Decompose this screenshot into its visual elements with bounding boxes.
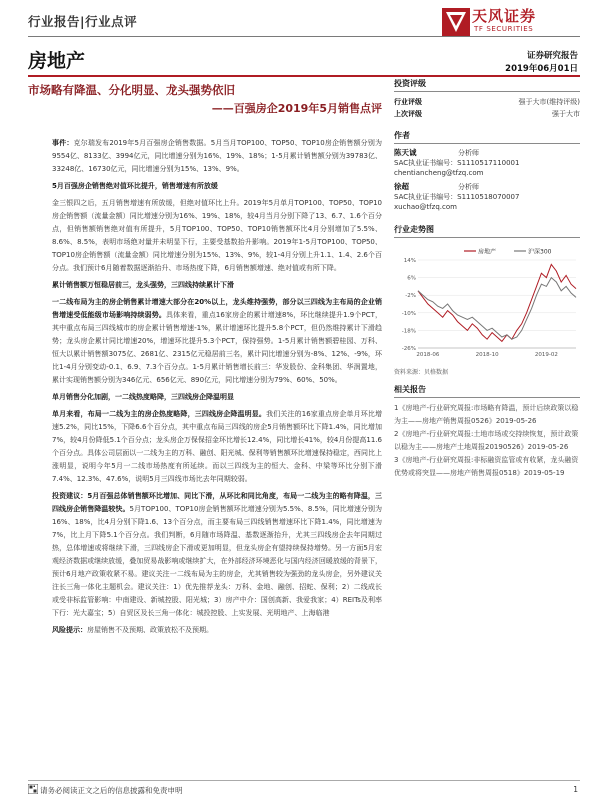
logo-text-en: TF SECURITIES	[474, 25, 534, 33]
page-number: 1	[573, 785, 578, 794]
related-heading: 相关报告	[394, 384, 580, 398]
report-body	[52, 137, 382, 641]
related-report-1[interactable]: 1《房地产-行业研究周报:市场略有降温，预计后续政策以稳为主——房地产销售周报0526》2019-05-26	[394, 404, 579, 425]
report-date: 2019年06月01日	[505, 64, 578, 74]
author-1-license: SAC执业证书编号：S1110517110001	[394, 159, 520, 167]
paragraph-2: 金三银四之后，五月销售增速有所放缓，但绝对值环比上升。2019年5月单月TOP100、TOP50、TOP10房企销售额（流量金额）同比增速分别为16%、19%、18%，较4月当月分别下降了13、6.7、1.6个百分点，但销售额销售绝对值有所提升，5月TOP100、TOP50、TOP10销售额环比4月分别增加了5.5%、8.6%、8.5%，表明市场绝对量并未明显下行，主要受基数抬升影响。2019年1-5月TOP100、TOP50、TOP10房企销售额（流量金额）同比增速分别为15%、13%、9%，较1-4月分别上升1.1、1.4、2.6个百分点。我们预计6月随着数据逐渐抬升、市场热度下降，6月销售额增速、绝对值或有所下降。	[52, 199, 382, 272]
report-category-label: 行业报告|行业点评	[28, 14, 138, 29]
y-tick-label-4: -18%	[401, 328, 416, 335]
rating-row	[394, 96, 580, 108]
risk-text: 房屋销售不及预期、政策放松不及预期。	[87, 626, 213, 634]
event-text: 克尔瑞发布2019年5月百强房企销售数据。5月当月TOP100、TOP50、TOP10房企销售额分别为9554亿、8133亿、3994亿元，同比增速分别为16%、19%、18%；1-5月累计销售额分别为39783亿、33248亿、16730亿元，同比增速分别为15%、13%、9%。	[52, 139, 383, 173]
prev-rating-key: 上次评级	[394, 110, 422, 118]
report-title: 市场略有降温、分化明显、龙头强势依旧	[28, 83, 235, 97]
footer-disclaimer: 请务必阅读正文之后的信息披露和免责申明	[40, 786, 183, 795]
event-paragraph	[52, 137, 382, 176]
header-divider	[28, 36, 580, 37]
y-tick-label-2: -2%	[405, 293, 416, 300]
paragraph-4-lead: 单月来看，布局一二线为主的房企热度略降，三四线房企降温明显。	[52, 410, 267, 418]
advice-label: 投资建议：	[52, 492, 88, 500]
author-2-license: SAC执业证书编号：S1110518070007	[394, 193, 520, 201]
advice-recommendations: 建议关注：1）优先推荐龙头：万科、金地、融创、招蛇、保利；2）二线成长或受非标监管影响：中南建设、新城控股、阳光城；3）房产中介：国创高新、我爱我家；4）REITs及利率下行：光大嘉宝；5）自贸区及长三角一体化：城投控股、上实发展、光明地产、上海临港	[52, 583, 383, 617]
y-tick-label-3: -10%	[401, 310, 416, 317]
legend-label-0: 房地产	[478, 248, 497, 256]
author-2	[394, 182, 580, 212]
section-heading-3: 单月销售分化加剧，一二线热度略降，三四线房企降温明显	[52, 393, 234, 401]
paragraph-3	[52, 296, 382, 387]
sidebar	[394, 78, 580, 242]
industry-trend-chart	[394, 244, 580, 364]
paragraph-4	[52, 408, 382, 486]
event-label: 事件：	[52, 139, 74, 147]
author-2-email[interactable]: xuchao@tfzq.com	[394, 203, 457, 211]
sector-title: 房地产	[28, 50, 86, 72]
author-2-name: 徐超	[394, 182, 409, 191]
y-tick-label-0: 14%	[403, 258, 416, 264]
x-tick-label-1: 2018-10	[475, 352, 499, 358]
qr-code-icon	[28, 784, 38, 794]
section-heading-1: 5月百强房企销售绝对值环比提升，销售增速有所放缓	[52, 182, 218, 190]
chart-heading: 行业走势图	[394, 224, 580, 238]
prev-rating-value: 强于大市	[552, 110, 580, 118]
logo-mark-icon	[442, 8, 470, 36]
series-line-1	[418, 278, 576, 340]
investment-advice	[52, 490, 382, 620]
y-tick-label-5: -26%	[401, 346, 416, 352]
author-1-role: 分析师	[458, 149, 479, 157]
rating-value: 强于大市(维持评级)	[518, 98, 580, 106]
footer-divider	[28, 780, 580, 781]
related-report-3[interactable]: 3《房地产-行业研究周报:非标融资监管或有收紧，龙头融资优势或将突显——房地产销售周报0518》2019-05-19	[394, 456, 579, 477]
title-divider	[28, 75, 580, 77]
paragraph-3-text: 具体来看，重点16家房企的累计增速8%，环比继续提升1.9个PCT，其中重点布局三四线城市的房企累计销售增速-1%，累计增速环比提升5.8个PCT，但仍然维持累计下滑趋势；龙头房企累计同比增速20%，增速环比提升5.3个PCT，保持强势。1-5月累计销售额碧桂园、万科、恒大以累计销售额3075亿、2681亿、2315亿元稳居前三名，累计同比增速分别为-8%、12%、-9%，环比1-4月分别变动-0.1、6.9、7.3个百分点。1-5月累计销售增长前三：华发股份、金科集团、华润置地，累计实现销售额分别为346亿元、656亿元、890亿元，同比增速分别为79%、60%、50%。	[52, 311, 383, 384]
legend-label-1: 沪深300	[528, 248, 552, 256]
x-tick-label-2: 2019-02	[534, 352, 558, 358]
chart-source: 资料来源：贝格数据	[394, 369, 449, 376]
author-heading: 作者	[394, 130, 580, 144]
author-1-email[interactable]: chentiancheng@tfzq.com	[394, 169, 484, 177]
rating-key: 行业评级	[394, 98, 422, 106]
related-report-2[interactable]: 2《房地产-行业研究周报:土地市场或交持续恢复，预计政策以稳为主——房地产土地周报20190526》2019-05-26	[394, 430, 579, 451]
report-subtitle: ——百强房企2019年5月销售点评	[211, 102, 382, 115]
author-2-role: 分析师	[458, 183, 479, 191]
prev-rating-row	[394, 108, 580, 120]
author-1	[394, 148, 580, 178]
series-line-0	[418, 264, 576, 341]
x-tick-label-0: 2018-06	[416, 352, 440, 358]
paragraph-3-lead: 一二线布局为主的房企销售累计增速大部分在20%以上，龙头维持强势，部分以三四线为主布局的企业销售增速受低能级市场影响持续弱势。	[52, 298, 382, 319]
rating-heading: 投资评级	[394, 78, 580, 92]
risk-paragraph	[52, 624, 382, 637]
advice-text: 5月TOP100、TOP10房企销售额环比增速分别为5.5%、8.5%，同比增速分别为16%、18%，比4月分别下降1.6、13个百分点，而主要布局三四线销售增速环比下降1.4%，同比增速为7%，比上月下降5.1个百分点。我们判断，6月随市场降温、基数逐渐抬升，尤其三四线房企去年同期过热，总体增速或将继续下滑，三四线房企下滑或更加明显，但龙头房企有望持续保持增势。另一方面5月宏观经济数据或继续放缓，叠加贸易战影响或继续扩大，在外部经济环境恶化与国内经济回暖放缓的背景下，预计6月地产政策收紧不易。建议关注一二线布局为主的房企，尤其销售较为强劲的龙头房企，另外建议关注长三角一体化主题机会。	[52, 505, 383, 591]
risk-label: 风险提示：	[52, 626, 87, 634]
logo-text-cn: 天风证券	[472, 7, 537, 25]
author-1-name: 陈天诚	[394, 148, 417, 157]
advice-lead: 5月百强总体销售额环比增加、同比下滑，从环比和同比角度，布局一二线为主的略有降温，三四线房企销售降温较快。	[52, 492, 382, 513]
report-type: 证券研究报告	[526, 51, 578, 61]
related-reports	[394, 384, 580, 480]
y-tick-label-1: 6%	[407, 275, 416, 282]
section-heading-2: 累计销售额万恒稳居前三，龙头强势，三四线持续累计下滑	[52, 281, 234, 289]
paragraph-4-text: 我们关注的16家重点房企单月环比增速5.2%，同比15%，下降6.6个百分点，其中重点布局三四线的房企5月销售额环比下降1.4%，同比增加7%，较4月份降低5.1个百分点；龙头房企万保保招金环比增长12.4%，同比增长41%，较4月份提高11.6个百分点。具体公司层面以一二线为主的万科、融创、阳光城、保利等销售额环比增速保持稳定，西同比上涨明显，说明今年5月一二线市场热度有所延续。而以三四线为主的恒大、金科、中梁等环比分别下滑7.4%、12.3%、47.6%，说明5月三四线市场比去年同期较弱。	[52, 410, 382, 483]
